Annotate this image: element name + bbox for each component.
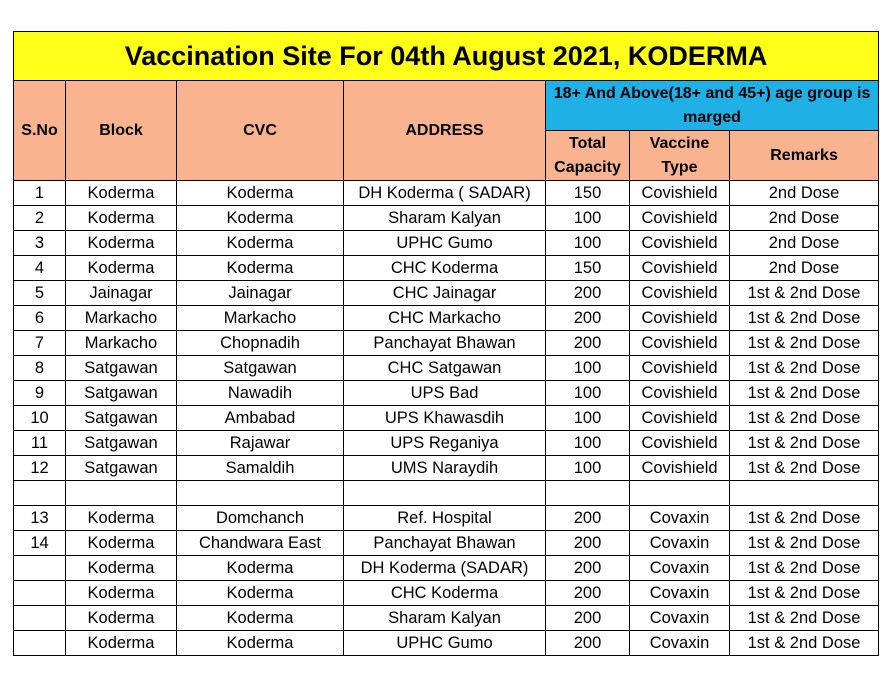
cell-remarks: 1st & 2nd Dose	[730, 531, 879, 556]
cell-remarks: 1st & 2nd Dose	[730, 356, 879, 381]
cell-cvc: Jainagar	[177, 281, 344, 306]
cell-address: UPS Bad	[344, 381, 546, 406]
cell-address: DH Koderma (SADAR)	[344, 556, 546, 581]
table-row	[14, 331, 879, 356]
table-row	[14, 431, 879, 456]
cell-cvc	[177, 481, 344, 506]
cell-block: Koderma	[66, 631, 177, 656]
cell-capacity: 200	[546, 581, 630, 606]
cell-sno: 13	[14, 506, 66, 531]
cell-cvc: Satgawan	[177, 356, 344, 381]
cell-remarks: 1st & 2nd Dose	[730, 331, 879, 356]
cell-address: CHC Koderma	[344, 581, 546, 606]
cell-block: Koderma	[66, 231, 177, 256]
cell-sno: 6	[14, 306, 66, 331]
cell-sno: 12	[14, 456, 66, 481]
cell-sno: 1	[14, 181, 66, 206]
cell-remarks: 1st & 2nd Dose	[730, 581, 879, 606]
cell-block: Satgawan	[66, 356, 177, 381]
cell-address: CHC Markacho	[344, 306, 546, 331]
cell-capacity: 100	[546, 356, 630, 381]
cell-capacity: 200	[546, 331, 630, 356]
cell-capacity: 200	[546, 556, 630, 581]
header-sno: S.No	[14, 81, 66, 181]
cell-address: UMS Naraydih	[344, 456, 546, 481]
cell-sno: 9	[14, 381, 66, 406]
cell-block: Jainagar	[66, 281, 177, 306]
cell-capacity	[546, 481, 630, 506]
cell-vaccine: Covaxin	[630, 631, 730, 656]
header-address: ADDRESS	[344, 81, 546, 181]
header-remarks: Remarks	[730, 131, 879, 181]
cell-capacity: 200	[546, 531, 630, 556]
cell-cvc: Koderma	[177, 231, 344, 256]
cell-capacity: 200	[546, 506, 630, 531]
cell-cvc: Koderma	[177, 256, 344, 281]
header-block: Block	[66, 81, 177, 181]
cell-cvc: Koderma	[177, 631, 344, 656]
cell-capacity: 100	[546, 206, 630, 231]
cell-address: Sharam Kalyan	[344, 606, 546, 631]
table-row	[14, 231, 879, 256]
table-row	[14, 581, 879, 606]
cell-remarks: 1st & 2nd Dose	[730, 431, 879, 456]
cell-vaccine: Covaxin	[630, 506, 730, 531]
cell-remarks: 1st & 2nd Dose	[730, 556, 879, 581]
cell-block: Koderma	[66, 531, 177, 556]
cell-cvc: Koderma	[177, 556, 344, 581]
cell-vaccine: Covaxin	[630, 581, 730, 606]
cell-remarks: 2nd Dose	[730, 231, 879, 256]
cell-remarks: 2nd Dose	[730, 181, 879, 206]
cell-capacity: 150	[546, 181, 630, 206]
cell-remarks: 1st & 2nd Dose	[730, 456, 879, 481]
cell-vaccine: Covishield	[630, 231, 730, 256]
header-vaccine-type: Vaccine Type	[630, 131, 730, 181]
cell-vaccine: Covishield	[630, 381, 730, 406]
cell-vaccine: Covishield	[630, 431, 730, 456]
cell-block: Satgawan	[66, 381, 177, 406]
cell-block: Koderma	[66, 581, 177, 606]
vaccination-sheet	[13, 31, 878, 656]
table-row	[14, 206, 879, 231]
cell-capacity: 100	[546, 431, 630, 456]
cell-block: Koderma	[66, 256, 177, 281]
cell-sno: 11	[14, 431, 66, 456]
table-row	[14, 381, 879, 406]
cell-sno	[14, 631, 66, 656]
table-row	[14, 281, 879, 306]
cell-cvc: Rajawar	[177, 431, 344, 456]
cell-cvc: Koderma	[177, 581, 344, 606]
cell-vaccine: Covishield	[630, 456, 730, 481]
cell-capacity: 100	[546, 456, 630, 481]
cell-cvc: Nawadih	[177, 381, 344, 406]
cell-sno	[14, 556, 66, 581]
cell-vaccine: Covishield	[630, 331, 730, 356]
cell-block: Satgawan	[66, 456, 177, 481]
cell-address: UPS Reganiya	[344, 431, 546, 456]
table-row	[14, 181, 879, 206]
cell-cvc: Koderma	[177, 606, 344, 631]
cell-remarks: 1st & 2nd Dose	[730, 506, 879, 531]
cell-address: Ref. Hospital	[344, 506, 546, 531]
cell-capacity: 200	[546, 306, 630, 331]
cell-cvc: Chandwara East	[177, 531, 344, 556]
cell-address: Panchayat Bhawan	[344, 331, 546, 356]
cell-remarks: 1st & 2nd Dose	[730, 631, 879, 656]
table-row	[14, 606, 879, 631]
table-row	[14, 356, 879, 381]
table-row	[14, 481, 879, 506]
cell-cvc: Domchanch	[177, 506, 344, 531]
cell-address: Panchayat Bhawan	[344, 531, 546, 556]
cell-sno: 3	[14, 231, 66, 256]
table-row	[14, 631, 879, 656]
cell-vaccine	[630, 481, 730, 506]
cell-block: Markacho	[66, 331, 177, 356]
cell-block	[66, 481, 177, 506]
cell-remarks: 2nd Dose	[730, 206, 879, 231]
cell-sno: 2	[14, 206, 66, 231]
cell-address: DH Koderma ( SADAR)	[344, 181, 546, 206]
cell-sno	[14, 581, 66, 606]
cell-address: Sharam Kalyan	[344, 206, 546, 231]
cell-capacity: 100	[546, 381, 630, 406]
cell-remarks: 1st & 2nd Dose	[730, 306, 879, 331]
cell-capacity: 100	[546, 406, 630, 431]
vaccination-table	[13, 31, 879, 656]
cell-remarks	[730, 481, 879, 506]
table-body	[14, 181, 879, 656]
cell-cvc: Koderma	[177, 181, 344, 206]
cell-address: CHC Satgawan	[344, 356, 546, 381]
table-row	[14, 556, 879, 581]
header-total-capacity: Total Capacity	[546, 131, 630, 181]
cell-address: UPHC Gumo	[344, 631, 546, 656]
cell-remarks: 1st & 2nd Dose	[730, 406, 879, 431]
cell-remarks: 1st & 2nd Dose	[730, 281, 879, 306]
cell-sno	[14, 481, 66, 506]
cell-block: Koderma	[66, 556, 177, 581]
cell-sno: 4	[14, 256, 66, 281]
table-row	[14, 406, 879, 431]
header-age-group: 18+ And Above(18+ and 45+) age group is marged	[546, 81, 879, 131]
cell-capacity: 100	[546, 231, 630, 256]
cell-sno: 5	[14, 281, 66, 306]
cell-vaccine: Covishield	[630, 281, 730, 306]
cell-address: CHC Jainagar	[344, 281, 546, 306]
cell-vaccine: Covishield	[630, 406, 730, 431]
cell-cvc: Koderma	[177, 206, 344, 231]
cell-vaccine: Covaxin	[630, 556, 730, 581]
cell-sno: 10	[14, 406, 66, 431]
cell-block: Koderma	[66, 181, 177, 206]
cell-sno	[14, 606, 66, 631]
cell-block: Markacho	[66, 306, 177, 331]
cell-cvc: Chopnadih	[177, 331, 344, 356]
cell-remarks: 1st & 2nd Dose	[730, 606, 879, 631]
cell-cvc: Ambabad	[177, 406, 344, 431]
cell-vaccine: Covaxin	[630, 606, 730, 631]
cell-capacity: 200	[546, 606, 630, 631]
cell-sno: 14	[14, 531, 66, 556]
cell-cvc: Samaldih	[177, 456, 344, 481]
cell-block: Koderma	[66, 506, 177, 531]
table-row	[14, 306, 879, 331]
cell-block: Koderma	[66, 606, 177, 631]
cell-capacity: 150	[546, 256, 630, 281]
cell-cvc: Markacho	[177, 306, 344, 331]
cell-address: UPHC Gumo	[344, 231, 546, 256]
table-row	[14, 506, 879, 531]
cell-sno: 8	[14, 356, 66, 381]
table-row	[14, 456, 879, 481]
cell-capacity: 200	[546, 281, 630, 306]
header-cvc: CVC	[177, 81, 344, 181]
cell-vaccine: Covishield	[630, 206, 730, 231]
cell-vaccine: Covaxin	[630, 531, 730, 556]
cell-sno: 7	[14, 331, 66, 356]
cell-vaccine: Covishield	[630, 356, 730, 381]
table-row	[14, 256, 879, 281]
table-row	[14, 531, 879, 556]
cell-remarks: 2nd Dose	[730, 256, 879, 281]
cell-block: Satgawan	[66, 406, 177, 431]
cell-address	[344, 481, 546, 506]
cell-capacity: 200	[546, 631, 630, 656]
cell-block: Satgawan	[66, 431, 177, 456]
cell-vaccine: Covishield	[630, 306, 730, 331]
page-title: Vaccination Site For 04th August 2021, KODERMA	[14, 32, 879, 81]
cell-vaccine: Covishield	[630, 256, 730, 281]
cell-block: Koderma	[66, 206, 177, 231]
cell-vaccine: Covishield	[630, 181, 730, 206]
cell-address: CHC Koderma	[344, 256, 546, 281]
cell-remarks: 1st & 2nd Dose	[730, 381, 879, 406]
cell-address: UPS Khawasdih	[344, 406, 546, 431]
